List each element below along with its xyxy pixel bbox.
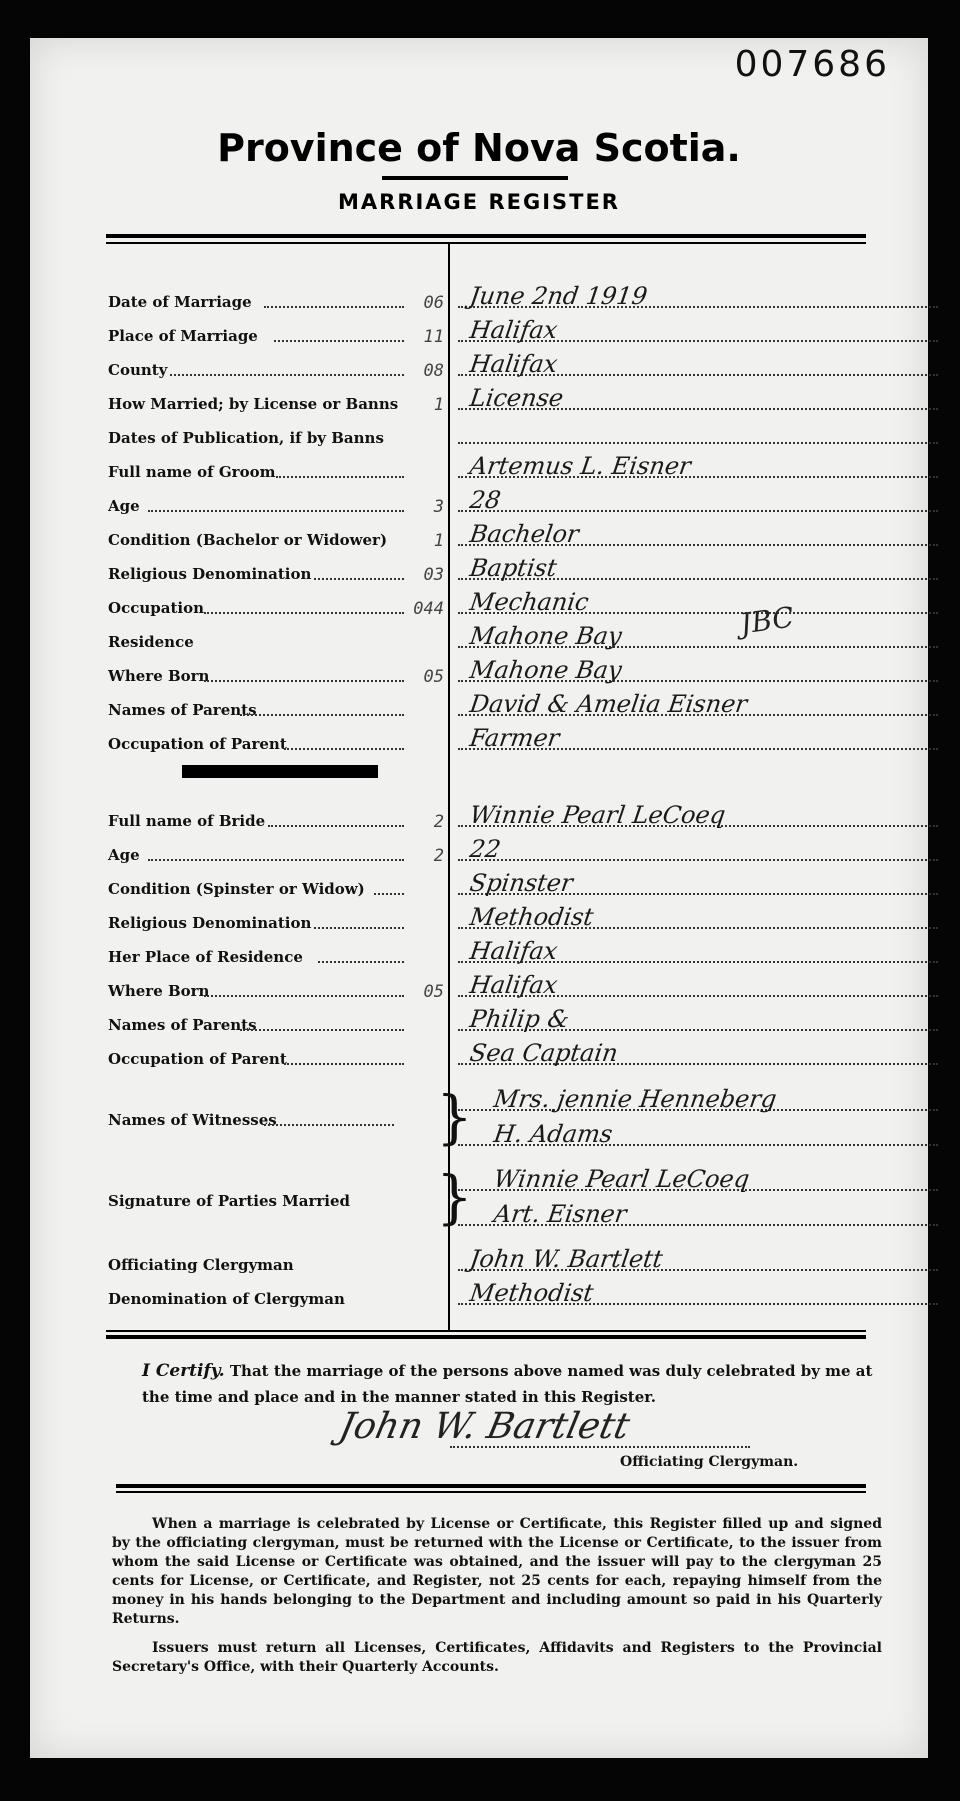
field-groom-condition <box>108 520 938 555</box>
field-label: Age <box>108 497 140 515</box>
field-label: Full name of Groom <box>108 463 276 481</box>
field-value: David & Amelia Eisner <box>468 690 749 718</box>
field-label: Where Born <box>108 667 210 685</box>
field-code: 05 <box>423 667 444 687</box>
field-officiating-clergyman <box>108 1245 938 1280</box>
field-bride-name <box>108 801 938 836</box>
field-value: Mechanic <box>468 588 591 616</box>
field-label: Denomination of Clergyman <box>108 1290 345 1308</box>
field-label: Place of Marriage <box>108 327 258 345</box>
field-value: License <box>468 384 566 412</box>
witness-1 <box>108 1085 938 1120</box>
party-signature: Winnie Pearl LeCoeq <box>492 1165 752 1193</box>
witness-name: Mrs. jennie Henneberg <box>492 1085 779 1113</box>
field-value: Bachelor <box>468 520 581 548</box>
field-code: 05 <box>423 982 444 1002</box>
field-code: 03 <box>423 565 444 585</box>
form-subtitle: MARRIAGE REGISTER <box>338 190 620 214</box>
field-label: Date of Marriage <box>108 293 252 311</box>
field-bride-residence <box>108 937 938 972</box>
field-value: Mahone Bay <box>468 656 624 684</box>
field-clergy-denomination <box>108 1279 938 1314</box>
field-label: Full name of Bride <box>108 812 266 830</box>
witnesses-brace: } <box>436 1083 473 1151</box>
field-value: Sea Captain <box>468 1039 620 1067</box>
top-rule <box>106 234 866 238</box>
field-place-of-marriage <box>108 316 938 351</box>
field-label: Signature of Parties Married <box>108 1192 351 1210</box>
field-label: County <box>108 361 168 379</box>
field-bride-parents <box>108 1005 938 1040</box>
field-bride-age <box>108 835 938 870</box>
field-label: How Married; by License or Banns <box>108 395 399 413</box>
signature-line <box>450 1446 750 1448</box>
field-label: Religious Denomination <box>108 914 312 932</box>
field-groom-residence <box>108 622 938 657</box>
field-value: Baptist <box>468 554 559 582</box>
field-value: Halifax <box>468 971 560 999</box>
register-form <box>30 38 928 1758</box>
field-groom-parents <box>108 690 938 725</box>
field-code: 1 <box>433 531 444 551</box>
witness-name: H. Adams <box>492 1120 615 1148</box>
field-bride-birthplace <box>108 971 938 1006</box>
field-value: John W. Bartlett <box>468 1245 665 1273</box>
instructions-paragraph: When a marriage is celebrated by License or Certificate, this Register filled up and signed by the officiating clergyman, must be returned with the License or Certificate, to the issuer from whom the said License or Certificate was obtained, and the issuer will pay to the clergyman 25 cents for License, or Certificate, and Register, not 25 cents for each, repaying himself from the money in his hands belonging to the Department and including amount so paid in his Quarterly Returns. <box>112 1516 882 1627</box>
field-groom-birthplace <box>108 656 938 691</box>
field-value: Methodist <box>468 903 596 931</box>
field-label: Names of Witnesses <box>108 1111 277 1129</box>
clergyman-signature: John W. Bartlett <box>335 1406 634 1447</box>
field-value: Winnie Pearl LeCoeq <box>468 801 728 829</box>
title-underline <box>382 176 568 180</box>
certification-text <box>142 1358 882 1410</box>
field-code: 1 <box>433 395 444 415</box>
field-code: 2 <box>433 846 444 866</box>
instructions-paragraph: Issuers must return all Licenses, Certificates, Affidavits and Registers to the Provincial Secretary's Office, with their Quarterly Accounts. <box>112 1640 882 1675</box>
field-label: Where Born <box>108 982 210 1000</box>
certify-body: That the marriage of the persons above named was duly celebrated by me at the time and place and in the manner stated in this Register. <box>142 1362 873 1406</box>
footer-rule-thin <box>116 1491 866 1493</box>
field-date-of-marriage <box>108 282 938 317</box>
field-label: Names of Parents <box>108 701 257 719</box>
field-value: Philip & <box>468 1005 571 1033</box>
field-code: 2 <box>433 812 444 832</box>
certify-lead: I Certify. <box>142 1361 225 1381</box>
field-value: Methodist <box>468 1279 596 1307</box>
field-bride-religion <box>108 903 938 938</box>
field-label: Religious Denomination <box>108 565 312 583</box>
field-how-married <box>108 384 938 419</box>
bride-section-marker <box>182 765 378 778</box>
field-label: Her Place of Residence <box>108 948 303 966</box>
parties-brace: } <box>436 1163 473 1231</box>
certificate-rule <box>106 1335 866 1339</box>
party-signature-1 <box>108 1165 938 1200</box>
field-dates-of-publication <box>108 423 938 453</box>
field-label: Condition (Bachelor or Widower) <box>108 531 388 549</box>
field-groom-name <box>108 452 938 487</box>
field-label: Names of Parents <box>108 1016 257 1034</box>
field-label: Dates of Publication, if by Banns <box>108 429 384 447</box>
certificate-rule-thin <box>106 1330 866 1332</box>
party-signature: Art. Eisner <box>492 1200 629 1228</box>
field-label: Officiating Clergyman <box>108 1256 294 1274</box>
field-code: 11 <box>423 327 444 347</box>
field-label: Residence <box>108 633 194 651</box>
field-code: 044 <box>413 599 444 619</box>
field-value: Halifax <box>468 937 560 965</box>
field-code: 08 <box>423 361 444 381</box>
field-bride-parent-occupation <box>108 1039 938 1074</box>
field-groom-religion <box>108 554 938 589</box>
field-label: Occupation of Parent <box>108 735 287 753</box>
field-groom-age <box>108 486 938 521</box>
clerk-initials: JBC <box>737 600 796 641</box>
field-label: Occupation <box>108 599 204 617</box>
top-rule-thin <box>106 242 866 244</box>
field-groom-parent-occupation <box>108 724 938 759</box>
field-bride-condition <box>108 869 938 904</box>
field-value: Mahone Bay <box>468 622 624 650</box>
field-county <box>108 350 938 385</box>
field-value: Halifax <box>468 350 560 378</box>
field-label: Condition (Spinster or Widow) <box>108 880 365 898</box>
field-value: 28 <box>468 486 503 514</box>
field-code: 3 <box>433 497 444 517</box>
field-value: June 2nd 1919 <box>468 282 650 310</box>
footer-rule <box>116 1484 866 1488</box>
field-value: 22 <box>468 835 503 863</box>
field-groom-occupation <box>108 588 938 623</box>
field-code: 06 <box>423 293 444 313</box>
field-value: Farmer <box>468 724 562 752</box>
field-label: Occupation of Parent <box>108 1050 287 1068</box>
instructions <box>112 1515 882 1687</box>
document-number: 007686 <box>734 44 890 85</box>
field-value: Halifax <box>468 316 560 344</box>
field-value: Artemus L. Eisner <box>468 452 693 480</box>
form-title: Province of Nova Scotia. <box>217 126 741 170</box>
field-value: Spinster <box>468 869 575 897</box>
field-label: Age <box>108 846 140 864</box>
signature-caption: Officiating Clergyman. <box>620 1454 799 1470</box>
